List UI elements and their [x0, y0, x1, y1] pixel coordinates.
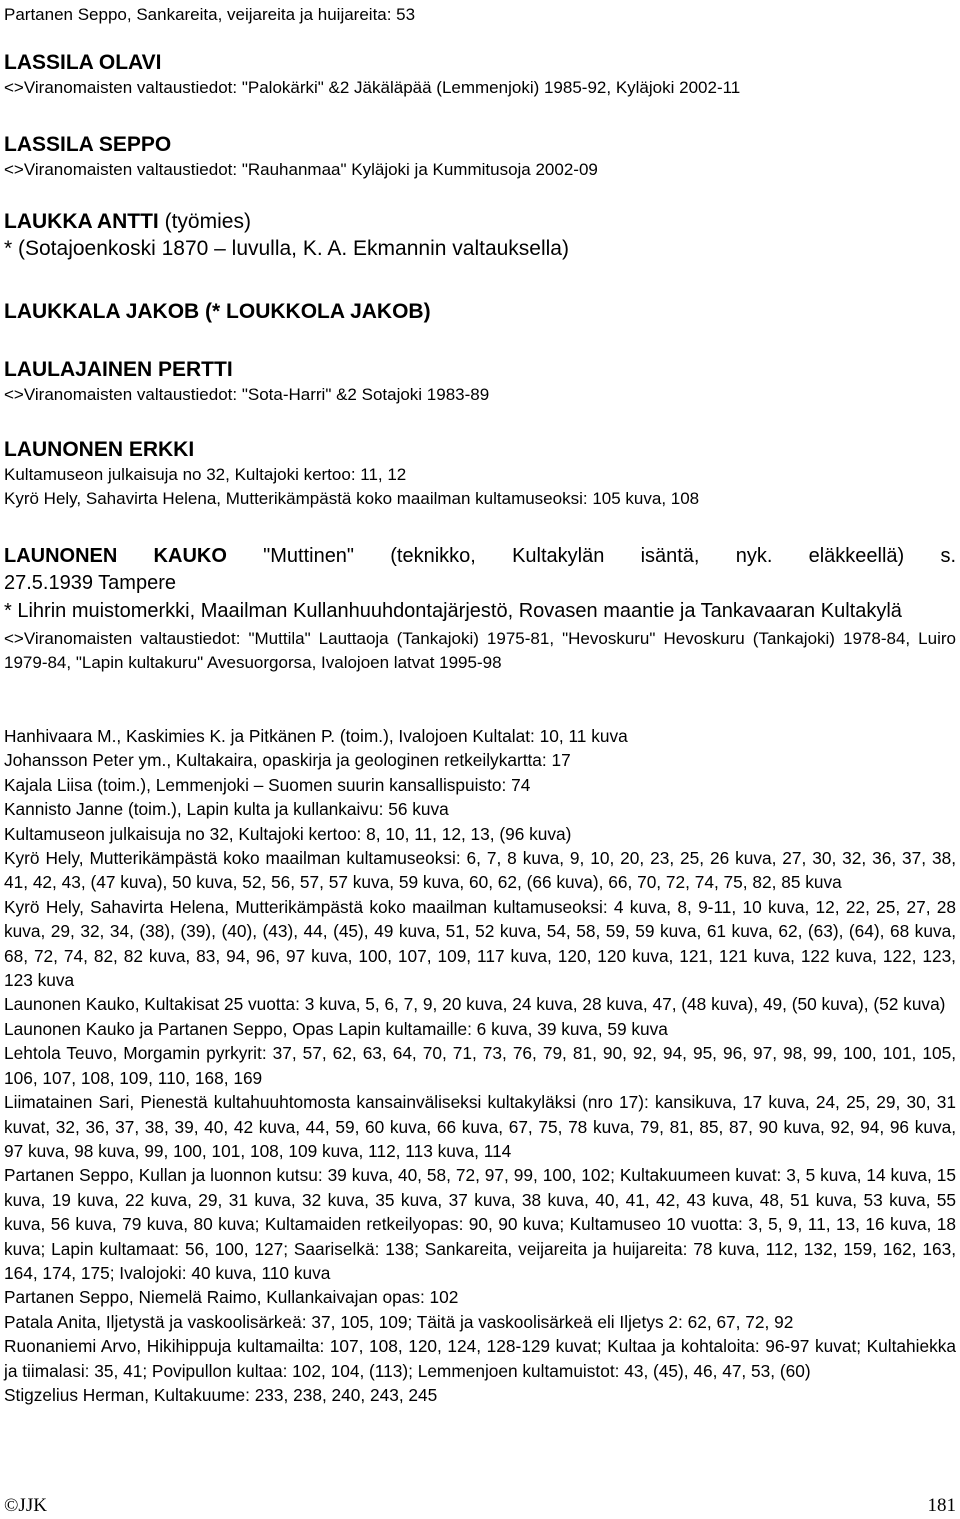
footer-copyright: ©JJK [4, 1495, 47, 1516]
entry-claim-info: <>Viranomaisten valtaustiedot: "Sota-Harri" &2 Sotajoki 1983-89 [4, 385, 490, 404]
reference-item: Kultamuseon julkaisuja no 32, Kultajoki kertoo: 8, 10, 11, 12, 13, (96 kuva) [4, 823, 572, 844]
entry-launonen-kauko [4, 542, 956, 675]
entry-claim-info: <>Viranomaisten valtaustiedot: "Rauhanmaa" Kyläjoki ja Kummitusoja 2002-09 [4, 160, 598, 179]
reference-item: Liimatainen Sari, Pienestä kultahuuhtomosta kansainväliseksi kultakyläksi (nro 17): kansikuva, 17 kuva, 24, 25, 29, 30, 31 kuvat, 32, 36, 37, 38, 39, 40, 42 kuva, 44, 59, 60 kuva, 66 kuva, 67, 75, 78 kuva, 79, 81, 85, 87, 90 kuva, 92, 94, 96 kuva, 97 kuva, 98 kuva, 99, 100, 101, 108, 109 kuva, 112, 113 kuva, 114 [4, 1092, 956, 1161]
entry-lassila-olavi [4, 50, 956, 100]
entry-info: * (Sotajoenkoski 1870 – luvulla, K. A. Ekmannin valtauksella) [4, 237, 569, 260]
entry-claim-info: <>Viranomaisten valtaustiedot: "Palokärki" &2 Jäkäläpää (Lemmenjoki) 1985-92, Kyläjoki 2002-11 [4, 78, 741, 97]
entry-laulajainen-pertti [4, 357, 956, 407]
reference-item: Kyrö Hely, Sahavirta Helena, Mutterikämpästä koko maailman kultamuseoksi: 4 kuva, 8, 9-11, 10 kuva, 12, 22, 25, 27, 28 kuva, 29, 32, 34, (38), (39), (40), (43), 44, (45), 49 kuva, 51, 52 kuva, 54, 58, 59, 59 kuva, 61 kuva, 62, (63), (64), 68 kuva, 68, 72, 74, 82, 82 kuva, 83, 94, 96, 97 kuva, 100, 107, 109, 117 kuva, 120, 120 kuva, 121, 121 kuva, 122 kuva, 122, 123, 123 kuva [4, 896, 956, 991]
entry-name: LASSILA OLAVI [4, 51, 162, 74]
reference-item: Johansson Peter ym., Kultakaira, opaskirja ja geologinen retkeilykartta: 17 [4, 750, 571, 771]
entry-launonen-erkki [4, 437, 956, 511]
entry-name: LAUKKA ANTTI [4, 210, 159, 233]
reference-item: Partanen Seppo, Niemelä Raimo, Kullankaivajan opas: 102 [4, 1287, 459, 1308]
entry-reference: Kyrö Hely, Sahavirta Helena, Mutterikämpästä koko maailman kultamuseoksi: 105 kuva, 108 [4, 489, 700, 508]
reference-item: Kyrö Hely, Mutterikämpästä koko maailman kultamuseoksi: 6, 7, 8 kuva, 9, 10, 20, 23, 25, 26 kuva, 27, 30, 32, 36, 37, 38, 41, 42, 43, (47 kuva), 50 kuva, 52, 56, 57, 57 kuva, 59 kuva, 60, 62, (66 kuva), 66, 70, 72, 74, 75, 82, 85 kuva [4, 848, 956, 893]
entry-reference: Kultamuseon julkaisuja no 32, Kultajoki kertoo: 11, 12 [4, 465, 407, 484]
entry-laukkala-jakob [4, 299, 956, 325]
entry-name-row [4, 542, 956, 570]
entry-lassila-seppo [4, 132, 956, 182]
reference-item: Patala Anita, Iljetystä ja vaskoolisärkeä: 37, 105, 109; Täitä ja vaskoolisärkeä eli Iljetys 2: 62, 67, 72, 92 [4, 1311, 794, 1332]
page-header: Partanen Seppo, Sankareita, veijareita ja huijareita: 53 [4, 5, 416, 24]
reference-item: Launonen Kauko, Kultakisat 25 vuotta: 3 kuva, 5, 6, 7, 9, 20 kuva, 24 kuva, 28 kuva, 47, (48 kuva), 49, (50 kuva), (52 kuva) [4, 994, 946, 1015]
reference-item: Launonen Kauko ja Partanen Seppo, Opas Lapin kultamaille: 6 kuva, 39 kuva, 59 kuva [4, 1018, 668, 1039]
entry-memorial: * Lihrin muistomerkki, Maailman Kullanhuuhdontajärjestö, Rovasen maantie ja Tankavaaran Kultakylä [4, 600, 902, 622]
entry-occupation: (työmies) [158, 210, 251, 233]
entry-claim-info: <>Viranomaisten valtaustiedot: "Muttila" Lauttaoja (Tankajoki) 1975-81, "Hevoskuru" Hevoskuru (Tankajoki) 1978-84, Luiro 1979-84, "Lapin kultakuru" Avesuorgorsa, Ivalojoen latvat 1995-98 [4, 629, 956, 672]
entry-name: LAUKKALA JAKOB (* LOUKKOLA JAKOB) [4, 300, 431, 323]
entry-name: LASSILA SEPPO [4, 133, 172, 156]
reference-item: Ruonaniemi Arvo, Hikihippuja kultamailta: 107, 108, 120, 124, 128-129 kuvat; Kultaa ja kohtaloita: 96-97 kuvat; Kultahiekka ja tiimalasi: 35, 41; Povipullon kultaa: 102, 104, (113); Lemmenjoen kultamuistot: 43, (45), 46, 47, 53, (60) [4, 1336, 956, 1381]
reference-list [4, 724, 956, 1407]
reference-item: Partanen Seppo, Kullan ja luonnon kutsu: 39 kuva, 40, 58, 72, 97, 99, 100, 102; Kultakuumeen kuvat: 3, 5 kuva, 14 kuva, 15 kuva, 19 kuva, 22 kuva, 29, 31 kuva, 32 kuva, 35 kuva, 37 kuva, 38 kuva, 40, 41, 42, 43 kuva, 48, 51 kuva, 53 kuva, 55 kuva, 56 kuva, 79 kuva, 80 kuva; Kultamaiden retkeilyopas: 90, 90 kuva; Kultamuseo 10 vuotta: 3, 5, 9, 11, 13, 16 kuva, 18 kuva; Lapin kultamaat: 56, 100, 127; Saariselkä: 138; Sankareita, veijareita ja huijareita: 78 kuva, 112, 132, 159, 162, 163, 164, 174, 175; Ivalojoki: 40 kuva, 110 kuva [4, 1165, 956, 1283]
entry-description: "Muttinen" (teknikko, Kultakylän isäntä, nyk. eläkkeellä) s. [263, 545, 956, 567]
reference-item: Kannisto Janne (toim.), Lapin kulta ja kullankaivu: 56 kuva [4, 799, 449, 820]
reference-item: Lehtola Teuvo, Morgamin pyrkyrit: 37, 57, 62, 63, 64, 70, 71, 73, 76, 79, 81, 90, 92, 94, 95, 96, 97, 98, 99, 100, 101, 105, 106, 107, 108, 109, 110, 168, 169 [4, 1043, 956, 1088]
entry-name: LAUNONEN KAUKO [4, 545, 227, 567]
entry-name: LAULAJAINEN PERTTI [4, 358, 233, 381]
entry-name-row [4, 209, 956, 235]
reference-item: Hanhivaara M., Kaskimies K. ja Pitkänen P. (toim.), Ivalojoen Kultalat: 10, 11 kuva [4, 726, 628, 746]
footer-page-number: 181 [927, 1495, 956, 1516]
entry-birth-info: 27.5.1939 Tampere [4, 572, 176, 594]
entry-laukka-antti [4, 209, 956, 262]
reference-item: Kajala Liisa (toim.), Lemmenjoki – Suomen suurin kansallispuisto: 74 [4, 774, 531, 795]
reference-item: Stigzelius Herman, Kultakuume: 233, 238, 240, 243, 245 [4, 1384, 438, 1405]
entry-name: LAUNONEN ERKKI [4, 438, 195, 461]
